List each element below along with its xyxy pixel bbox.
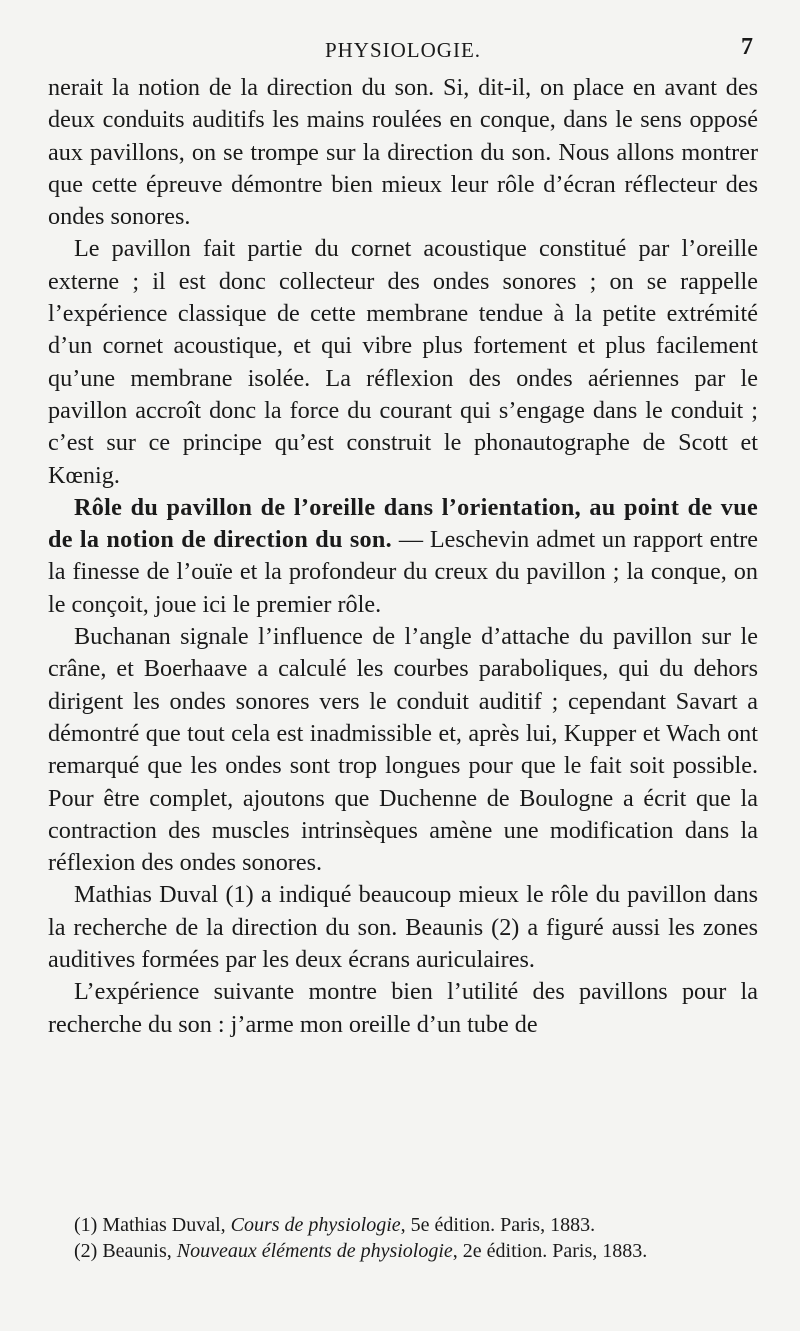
footnote-marker: (1) — [74, 1214, 98, 1236]
running-head — [48, 30, 758, 72]
book-page — [48, 30, 758, 1310]
section-heading: Rôle du pavillon de l’oreille dans l’orientation, au point de vue de la notion de direction du son. — [48, 493, 758, 554]
paragraph: Buchanan signale l’influence de l’angle d’attache du pavillon sur le crâne, et Boerhaave a calculé les courbes paraboliques, qui du dehors dirigent les ondes sonores vers le conduit auditif ; cependant Savart a démontré que tout cela est inadmissible et, après lui, Kupper et Wach ont remarqué que les ondes sont trop longues pour que le fait soit possible. Pour être complet, ajoutons que Duchenne de Boulogne a écrit que la contraction des muscles intrinsèques amène une modification dans la réflexion des ondes sonores. — [48, 623, 758, 877]
paragraph: L’expérience suivante montre bien l’utilité des pavillons pour la recherche du son : j’arme mon oreille d’un tube de — [48, 978, 758, 1038]
footnote — [48, 1238, 758, 1264]
footnote-rest: , 5e édition. Paris, 1883. — [400, 1214, 596, 1236]
footnote — [48, 1212, 758, 1238]
footnote-title: Nouveaux éléments de physiologie — [176, 1240, 453, 1262]
footnote-rest: , 2e édition. Paris, 1883. — [452, 1240, 648, 1262]
footnote-author: Beaunis, — [97, 1240, 177, 1262]
footnote-marker: (2) — [74, 1240, 98, 1262]
footnotes — [48, 1212, 758, 1264]
paragraph: Le pavillon fait partie du cornet acoustique constitué par l’oreille externe ; il est donc collecteur des ondes sonores ; on se rappelle l’expérience classique de cette membrane tendue à la petite extrémité d’un cornet acoustique, et qui vibre plus fortement et plus facilement qu’une membrane isolée. La réflexion des ondes aériennes par le pavillon accroît donc la force du courant qui s’engage dans le conduit ; c’est sur ce principe qu’est construit le phonautographe de Scott et Kœnig. — [48, 235, 758, 489]
paragraph-text: — Leschevin admet un rapport entre la finesse de l’ouïe et la profondeur du creux du pavillon ; la conque, on le conçoit, joue ici le premier rôle. — [48, 526, 758, 618]
running-head-title: PHYSIOLOGIE. — [324, 38, 482, 62]
body-text — [48, 72, 758, 1041]
footnote-author: Mathias Duval, — [97, 1214, 231, 1236]
footnote-title: Cours de physiologie — [230, 1214, 401, 1236]
paragraph-with-heading — [48, 492, 758, 621]
page-number: 7 — [741, 34, 754, 60]
paragraph: nerait la notion de la direction du son. Si, dit-il, on place en avant des deux conduits auditifs les mains roulées en conque, dans le sens opposé aux pavillons, on se trompe sur la direction du son. Nous allons montrer que cette épreuve démontre bien mieux leur rôle d’écran réflecteur des ondes sonores. — [48, 74, 758, 231]
paragraph: Mathias Duval (1) a indiqué beaucoup mieux le rôle du pavillon dans la recherche de la direction du son. Beaunis (2) a figuré aussi les zones auditives formées par les deux écrans auriculaires. — [48, 881, 758, 974]
